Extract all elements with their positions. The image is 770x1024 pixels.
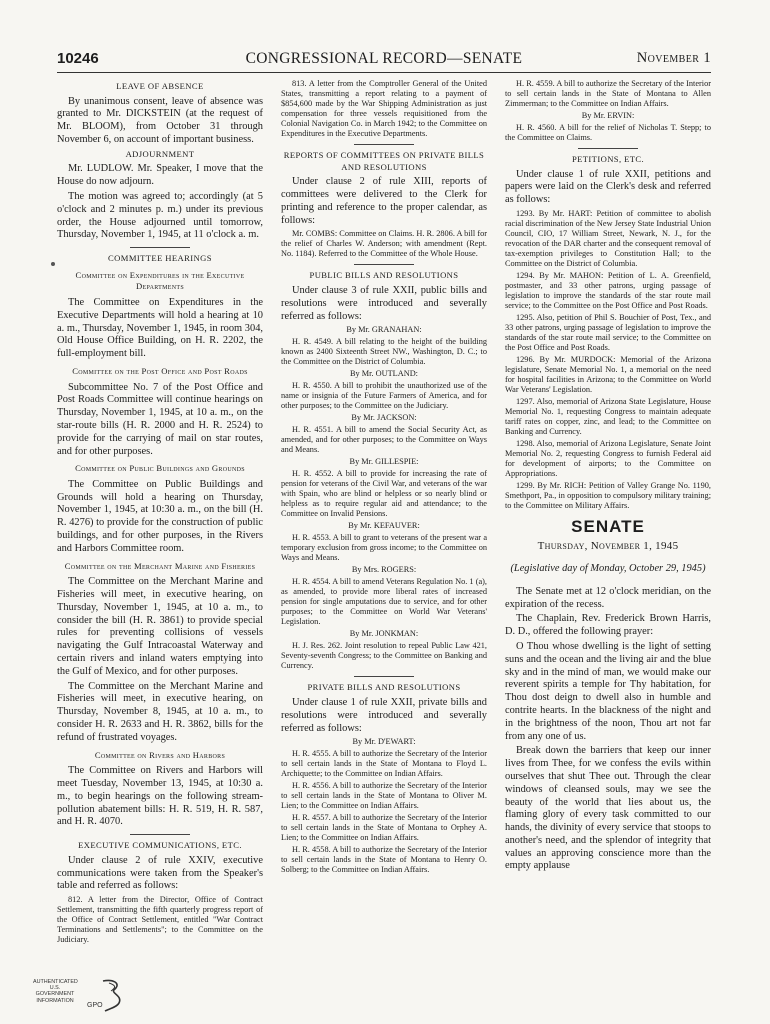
divider [354,264,414,265]
sponsor-line: By Mr. JONKMAN: [349,629,419,639]
paragraph: Mr. LUDLOW. Mr. Speaker, I move that the House do now adjourn. [57,163,263,188]
paragraph: By unanimous consent, leave of absence was granted to Mr. DICKSTEIN (at the request of Mr. BLOOM), from October 31 through November 6, on account of important business. [57,95,263,145]
divider [130,247,190,248]
section-heading: PETITIONS, ETC. [571,154,645,164]
committee-heading: Committee on the Post Office and Post Roads [72,365,248,376]
petition-entry: 1296. By Mr. MURDOCK: Memorial of the Arizona legislature, Senate Memorial No. 1, a memorial on the need for hospital facilities in Arizona; to the Committee on World War Veterans' Legislation. [505,354,711,394]
bill-entry: H. R. 4558. A bill to authorize the Secretary of the Interior to sell certain lands in the State of Montana to Henry O. Solberg; to the Committee on Indian Affairs. [281,845,487,875]
bill-entry: H. R. 4553. A bill to grant to veterans of the present war a temporary exclusion from gross income; to the Committee on Ways and Means. [281,533,487,563]
section-heading: EXECUTIVE COMMUNICATIONS, ETC. [78,840,242,851]
petition-entry: 1298. Also, memorial of Arizona Legislature, Senate Joint Memorial No. 2, requesting Congress to furnish Federal aid for development of airports; to the Committee on Appropriations. [505,438,711,478]
column-2 [281,79,487,984]
bill-entry: H. R. 4552. A bill to provide for increasing the rate of pension for veterans of the Civil War, and veterans of the war with Spain, who are blind or helpless or so nearly blind or helpless as to require regular aid and attendance; to the Committee on Invalid Pensions. [281,469,487,519]
paragraph: The Committee on Public Buildings and Grounds will hold a hearing on Thursday, November 1, 1945, at 10:30 a. m., on the bill (H. R. 4276) to provide for the construction of public buildings, and for other purposes, in the Rivers and Harbors Committee room. [57,478,263,554]
sponsor-line: By Mr. GRANAHAN: [346,325,422,335]
paragraph: 813. A letter from the Comptroller General of the United States, transmitting a report relating to a payment of $854,600 made by the War Shipping Administration as just compensation for three vessels requisitioned from the Colonial Navigation Co. in March 1942; to the Committee on Expenditures in the Executive Departments. [281,79,487,138]
bill-entry: H. R. 4556. A bill to authorize the Secretary of the Interior to sell certain lands in the State of Montana to Oliver M. Lien; to the Committee on Indian Affairs. [281,781,487,811]
paragraph: Under clause 1 of rule XXII, private bills and resolutions were introduced and severally referred as follows: [281,696,487,734]
sponsor-line: By Mr. JACKSON: [351,413,417,423]
sponsor-line: By Mr. GILLESPIE: [349,457,419,467]
prayer-paragraph: Break down the barriers that keep our inner lives from Thee, for we confess the evils within ourselves that shut Thee out. Through the clear windows of cleansed souls, may we see the beauty of the world that lies about us, the flaming glory of every task committed to our hands, the divinity of every service that stoops to another's need, and the splendor of integrity that values an approving conscience more than the empty applause [505,745,711,872]
paragraph: Under clause 1 of rule XXII, petitions and papers were laid on the Clerk's desk and referred as follows: [505,168,711,206]
page-date: November 1 [636,50,711,66]
paragraph: 812. A letter from the Director, Office of Contract Settlement, transmitting the fifth quarterly progress report of the Office of Contract Settlement, entitled "War Contract Terminations and Settlements"; to the Committee on the Judiciary. [57,895,263,945]
committee-heading: Committee on Public Buildings and Grounds [75,463,245,474]
bill-entry: H. R. 4560. A bill for the relief of Nicholas T. Stepp; to the Committee on Claims. [505,123,711,142]
bill-entry: H. R. 4559. A bill to authorize the Secretary of the Interior to sell certain lands in the State of Montana to Allen Zimmerman; to the Committee on Indian Affairs. [505,79,711,108]
divider [130,834,190,835]
petition-entry: 1293. By Mr. HART: Petition of committee to abolish racial discrimination of the New Jersey State Industrial Union Council, CIO, 17 William Street, Newark, N. J., for the revocation of the DAR charter and the consequent removal of tax-exemption privileges to Constitution Hall; to the Committee on the District of Columbia. [505,208,711,268]
paragraph: The Committee on Rivers and Harbors will meet Tuesday, November 13, 1945, at 10:30 a. m., to begin hearings on the following stream-pollution abatement bills: H. R. 519, H. R. 587, and H. R. 4070. [57,765,263,828]
section-heading: LEAVE OF ABSENCE [116,81,204,91]
paragraph: The Senate met at 12 o'clock meridian, on the expiration of the recess. [505,585,711,610]
paragraph: Under clause 3 of rule XXII, public bills and resolutions were introduced and severally referred as follows: [281,284,487,322]
committee-heading: Committee on the Merchant Marine and Fisheries [64,560,256,571]
sponsor-line: By Mr. KEFAUVER: [348,521,420,531]
section-heading: REPORTS OF COMMITTEES ON PRIVATE BILLS AND RESOLUTIONS [283,150,485,172]
senate-heading: SENATE [571,516,645,536]
bill-entry: H. R. 4555. A bill to authorize the Secretary of the Interior to sell certain lands in the State of Montana to Floyd L. Archiquette; to the Committee on Indian Affairs. [281,749,487,779]
paragraph: The Committee on Expenditures in the Executive Departments will hold a hearing at 10 a. m., Thursday, November 1, 1945, in room 304, Old House Office Building, on H. R. 2202, the full-employment bill. [57,296,263,360]
divider [354,676,414,677]
legislative-day: (Legislative day of Monday, October 29, 1945) [510,562,706,574]
page-title: CONGRESSIONAL RECORD—SENATE [245,50,523,67]
paragraph: The motion was agreed to; accordingly (at 5 o'clock and 2 minutes p. m.) under its previous order, the House adjourned until tomorrow, Thursday, November 1, 1945, at 11 o'clock a. m. [57,190,263,241]
committee-heading: Committee on Expenditures in the Executive Departments [75,269,245,292]
logo-text [33,979,77,1004]
logo-line: INFORMATION [36,997,74,1004]
senate-date: Thursday, November 1, 1945 [537,539,679,552]
committee-heading: Committee on Rivers and Harbors [94,749,226,760]
margin-mark [51,262,55,266]
sponsor-line: By Mr. ERVIN: [581,111,635,120]
paragraph: The Committee on the Merchant Marine and Fisheries will meet, in executive hearing, on Thursday, November 1, 1945, at 10 a. m., to consider the bill (H. R. 3861) to provide special rules for preventing collisions of vessels navigating the Gulf Intracoastal Waterway and certain rivers and inland waters emptying into the Gulf of Mexico, and for other purposes. [57,576,263,677]
sponsor-line: By Mr. OUTLAND: [350,369,418,379]
page-number: 10246 [57,50,99,67]
bill-entry: H. R. 4557. A bill to authorize the Secretary of the Interior to sell certain lands in the State of Montana to Orphey A. Lien; to the Committee on Indian Affairs. [281,813,487,843]
paragraph: The Committee on the Merchant Marine and Fisheries will meet, in executive hearing, on Thursday, November 8, 1945, at 10 a. m., to consider H. R. 2633 and H. R. 3862, bills for the refund of frustrated voyages. [57,680,263,743]
prayer-paragraph: O Thou whose dwelling is the light of setting suns and the ocean and the living air and the blue sky and in the mind of man, we would make our reverent spirits a temple for Thy habitation, for Thou dost deign to dwell also in humble and contrite hearts. In the blackness of the night and in the brightness of the noon, Thou art not far from any one of us. [505,640,711,742]
section-heading: PUBLIC BILLS AND RESOLUTIONS [309,270,459,281]
section-heading: PRIVATE BILLS AND RESOLUTIONS [307,682,461,693]
petition-entry: 1294. By Mr. MAHON: Petition of L. A. Greenfield, postmaster, and 33 other patrons, urging passage of legislation to improve the standards of the star route mail service; to the Committee on the Post Office and Post Roads. [505,270,711,310]
logo-line: AUTHENTICATED [33,979,78,985]
bill-entry: H. J. Res. 262. Joint resolution to repeal Public Law 421, Seventy-seventh Congress; to the Committee on Banking and Currency. [281,641,487,671]
section-heading: ADJOURNMENT [125,148,195,159]
column-3 [505,79,711,984]
sponsor-line: By Mr. D'EWART: [352,737,416,747]
paragraph: Under clause 2 of rule XXIV, executive communications were taken from the Speaker's table and referred as follows: [57,854,263,892]
bill-entry: H. R. 4551. A bill to amend the Social Security Act, as amended, and for other purposes; to the Committee on Ways and Means. [281,425,487,455]
eagle-icon [99,977,129,1013]
section-heading: COMMITTEE HEARINGS [108,253,212,264]
petition-entry: 1295. Also, petition of Phil S. Bouchier of Post, Tex., and 33 other patrons, urging passage of legislation to improve the standards of the star route mail service; to the Committee on the Post Office and Post Roads. [505,312,711,352]
bill-entry: H. R. 4554. A bill to amend Veterans Regulation No. 1 (a), as amended, to provide more liberal rates of increased pension for single amputations due to service, and for other purposes; to the Committee on World War Veterans' Legislation. [281,577,487,627]
header-rule [57,72,711,73]
logo-line: U.S. GOVERNMENT [35,985,75,998]
paragraph: The Chaplain, Rev. Frederick Brown Harris, D. D., offered the following prayer: [505,613,711,638]
bill-entry: H. R. 4550. A bill to prohibit the unauthorized use of the name or insignia of the Future Farmers of America, and for other purposes; to the Committee on the Judiciary. [281,381,487,411]
divider [354,144,414,145]
sponsor-line: By Mrs. ROGERS: [351,565,417,575]
gpo-authentication-logo [33,977,133,1017]
bill-entry: H. R. 4549. A bill relating to the height of the building known as 2400 Sixteenth Street NW., Washington, D. C.; to the Committee on the District of Columbia. [281,337,487,367]
paragraph: Under clause 2 of rule XIII, reports of committees were delivered to the Clerk for printing and reference to the proper calendar, as follows: [281,176,487,226]
logo-gpo-text: GPO [87,1002,103,1009]
petition-entry: 1299. By Mr. RICH: Petition of Valley Grange No. 1190, Smethport, Pa., in opposition to compulsory military training; to the Committee on Military Affairs. [505,480,711,510]
petition-entry: 1297. Also, memorial of Arizona State Legislature, House Memorial No. 1, requesting Congress to maintain adequate tariff rates on copper, zinc, and lead; to the Committee on Banking and Currency. [505,396,711,436]
column-1 [57,79,263,984]
divider [578,148,638,149]
page-header [57,50,711,72]
paragraph: Subcommittee No. 7 of the Post Office and Post Roads Committee will continue hearings on Thursday, November 1, 1945, at 10 a. m., on the star-route bills (H. R. 2000 and H. R. 2524) to provide for the carrying of mail on star routes, and for other purposes. [57,381,263,457]
paragraph: Mr. COMBS: Committee on Claims. H. R. 2806. A bill for the relief of Charles W. Anderson; with amendment (Rept. No. 1184). Referred to the Committee of the Whole House. [281,229,487,259]
